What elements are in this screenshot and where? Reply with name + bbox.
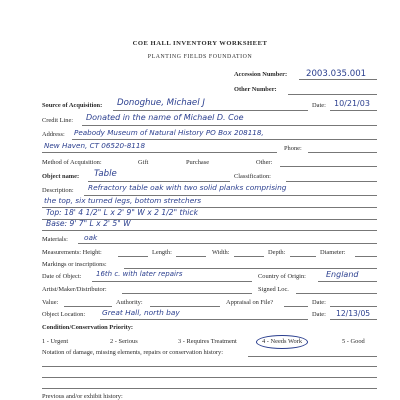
source-date-label: Date: [312, 102, 326, 109]
credit-value[interactable]: Donated in the name of Michael D. Coe [86, 113, 244, 122]
accession-value[interactable]: 2003.035.001 [306, 69, 367, 79]
date-object-value[interactable]: 16th c. with later repairs [96, 270, 183, 278]
source-date-value[interactable]: 10/21/03 [334, 99, 370, 108]
location-date-label: Date: [312, 311, 326, 318]
address-line-1[interactable]: Peabody Museum of Natural History PO Box 208118, [74, 128, 264, 137]
condition-option-1[interactable]: 1 - Urgent [42, 338, 69, 345]
appraisal-date-label: Date: [312, 299, 326, 306]
condition-option-5[interactable]: 5 - Good [342, 338, 365, 345]
description-line-3[interactable]: Top: 18' 4 1/2" L x 2' 9" W x 2 1/2" thick [46, 208, 198, 217]
accession-label: Accession Number: [234, 71, 288, 78]
condition-option-4[interactable]: 4 - Needs Work [262, 338, 303, 345]
classification-label: Classification: [234, 173, 271, 180]
country-value[interactable]: England [326, 270, 359, 279]
width-label: Width: [212, 249, 230, 256]
address-line-2[interactable]: New Haven, CT 06520-8118 [44, 141, 146, 150]
signed-label: Signed Loc. [258, 286, 289, 293]
diameter-label: Diameter: [320, 249, 346, 256]
object-name-value[interactable]: Table [94, 169, 117, 179]
address-label: Address: [42, 131, 65, 138]
description-line-2[interactable]: the top, six turned legs, bottom stretchers [44, 196, 202, 205]
previous-history-label: Previous and/or exhibit history: [42, 393, 123, 400]
method-label: Method of Acquisition: [42, 159, 102, 166]
other-number-label: Other Number: [234, 86, 277, 93]
method-gift[interactable]: Gift [138, 159, 149, 166]
date-object-label: Date of Object: [42, 273, 82, 280]
method-other[interactable]: Other: [256, 159, 273, 166]
artist-label: Artist/Maker/Distributor: [42, 286, 107, 293]
description-label: Description: [42, 187, 74, 194]
object-name-label: Object name: [42, 173, 80, 180]
location-date-value[interactable]: 12/13/05 [336, 309, 371, 318]
description-line-4[interactable]: Base: 9' 7" L x 2' 5" W [46, 219, 131, 228]
credit-label: Credit Line: [42, 117, 74, 124]
depth-label: Depth: [268, 249, 286, 256]
condition-option-3[interactable]: 3 - Requires Treatment [178, 338, 237, 345]
condition-heading: Condition/Conservation Priority: [42, 324, 134, 331]
method-purchase[interactable]: Purchase [186, 159, 210, 166]
location-label: Object Location: [42, 311, 86, 318]
source-label: Source of Acquisition: [42, 102, 103, 109]
materials-label: Materials: [42, 236, 68, 243]
country-label: Country of Origin: [258, 273, 306, 280]
length-label: Length: [152, 249, 172, 256]
phone-label: Phone: [284, 145, 302, 152]
markings-label: Markings or inscriptions: [42, 261, 107, 268]
value-label: Value: [42, 299, 59, 306]
worksheet-title: COE HALL INVENTORY WORKSHEET [132, 40, 268, 47]
notation-label: Notation of damage, missing elements, repairs or conservation history: [42, 349, 224, 356]
source-value[interactable]: Donoghue, Michael J [117, 98, 205, 108]
appraisal-label: Appraisal on File? [226, 299, 274, 306]
authority-label: Authority: [116, 299, 143, 306]
location-value[interactable]: Great Hall, north bay [102, 308, 180, 317]
description-line-1[interactable]: Refractory table oak with two solid planks comprising [88, 183, 287, 192]
measurements-label: Measurements: Height: [42, 249, 102, 256]
condition-option-2[interactable]: 2 - Serious [110, 338, 138, 345]
materials-value[interactable]: oak [84, 233, 98, 242]
worksheet-subtitle: PLANTING FIELDS FOUNDATION [147, 54, 253, 60]
